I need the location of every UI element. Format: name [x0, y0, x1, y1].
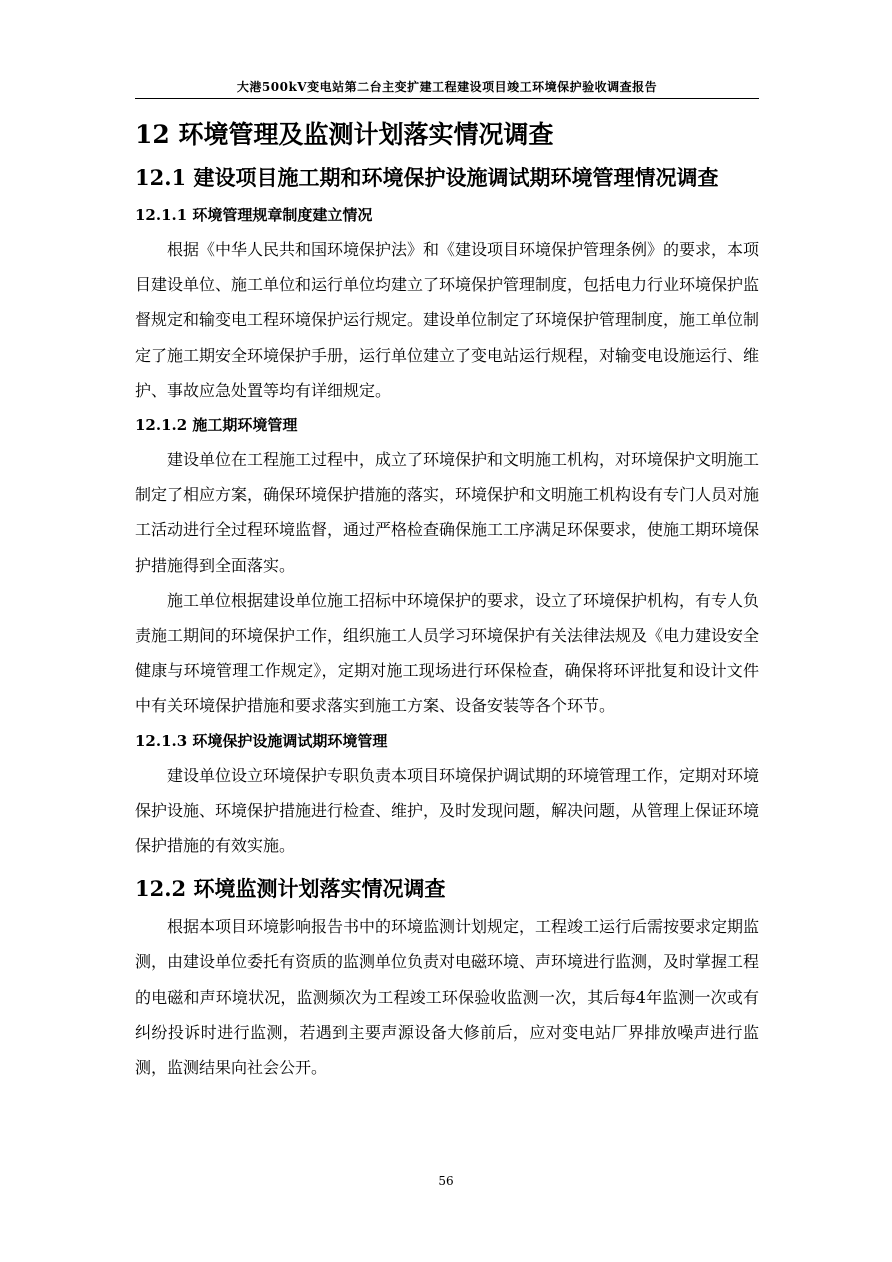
chapter-title: 12 环境管理及监测计划落实情况调查	[135, 120, 554, 149]
subsection-12-1-3-title: 12.1.3 环境保护设施调试期环境管理	[135, 731, 388, 750]
paragraph: 根据本项目环境影响报告书中的环境监测计划规定，工程竣工运行后需按要求定期监测，由建设单位委托有资质的监测单位负责对电磁环境、声环境进行监测，及时掌握工程的电磁和声环境状况，监测频次为工程竣工环保验收监测一次，其后每4年监测一次或有纠纷投诉时进行监测，若遇到主要声源设备大修前后，应对变电站厂界排放噪声进行监测，监测结果向社会公开。	[135, 917, 760, 1078]
page-header: 大港500kV变电站第二台主变扩建工程建设项目竣工环境保护验收调查报告	[236, 80, 658, 94]
subsection-12-1-2-title: 12.1.2 施工期环境管理	[135, 416, 298, 435]
paragraph: 根据《中华人民共和国环境保护法》和《建设项目环境保护管理条例》的要求，本项目建设单位、施工单位和运行单位均建立了环境保护管理制度，包括电力行业环境保护监督规定和输变电工程环境保护运行规定。建设单位制定了环境保护管理制度，施工单位制定了施工期安全环境保护手册，运行单位建立了变电站运行规程，对输变电设施运行、维护、事故应急处置等均有详细规定。	[135, 240, 760, 400]
header-rule	[135, 98, 759, 99]
section-12-2-title: 12.2 环境监测计划落实情况调查	[135, 876, 446, 902]
page-number: 56	[438, 1174, 454, 1188]
page-content	[135, 112, 759, 1085]
paragraph: 建设单位设立环境保护专职负责本项目环境保护调试期的环境管理工作，定期对环境保护设施、环境保护措施进行检查、维护，及时发现问题，解决问题，从管理上保证环境保护措施的有效实施。	[135, 765, 760, 856]
paragraph: 建设单位在工程施工过程中，成立了环境保护和文明施工机构，对环境保护文明施工制定了相应方案，确保环境保护措施的落实，环境保护和文明施工机构设有专门人员对施工活动进行全过程环境监督，通过严格检查确保施工工序满足环保要求，使施工期环境保护措施得到全面落实。	[135, 450, 760, 575]
section-12-1-title: 12.1 建设项目施工期和环境保护设施调试期环境管理情况调查	[135, 165, 719, 190]
subsection-12-1-1-title: 12.1.1 环境管理规章制度建立情况	[135, 206, 373, 224]
paragraph: 施工单位根据建设单位施工招标中环境保护的要求，设立了环境保护机构，有专人负责施工期间的环境保护工作，组织施工人员学习环境保护有关法律法规及《电力建设安全健康与环境管理工作规定》，定期对施工现场进行环保检查，确保将环评批复和设计文件中有关环境保护措施和要求落实到施工方案、设备安装等各个环节。	[135, 590, 760, 716]
